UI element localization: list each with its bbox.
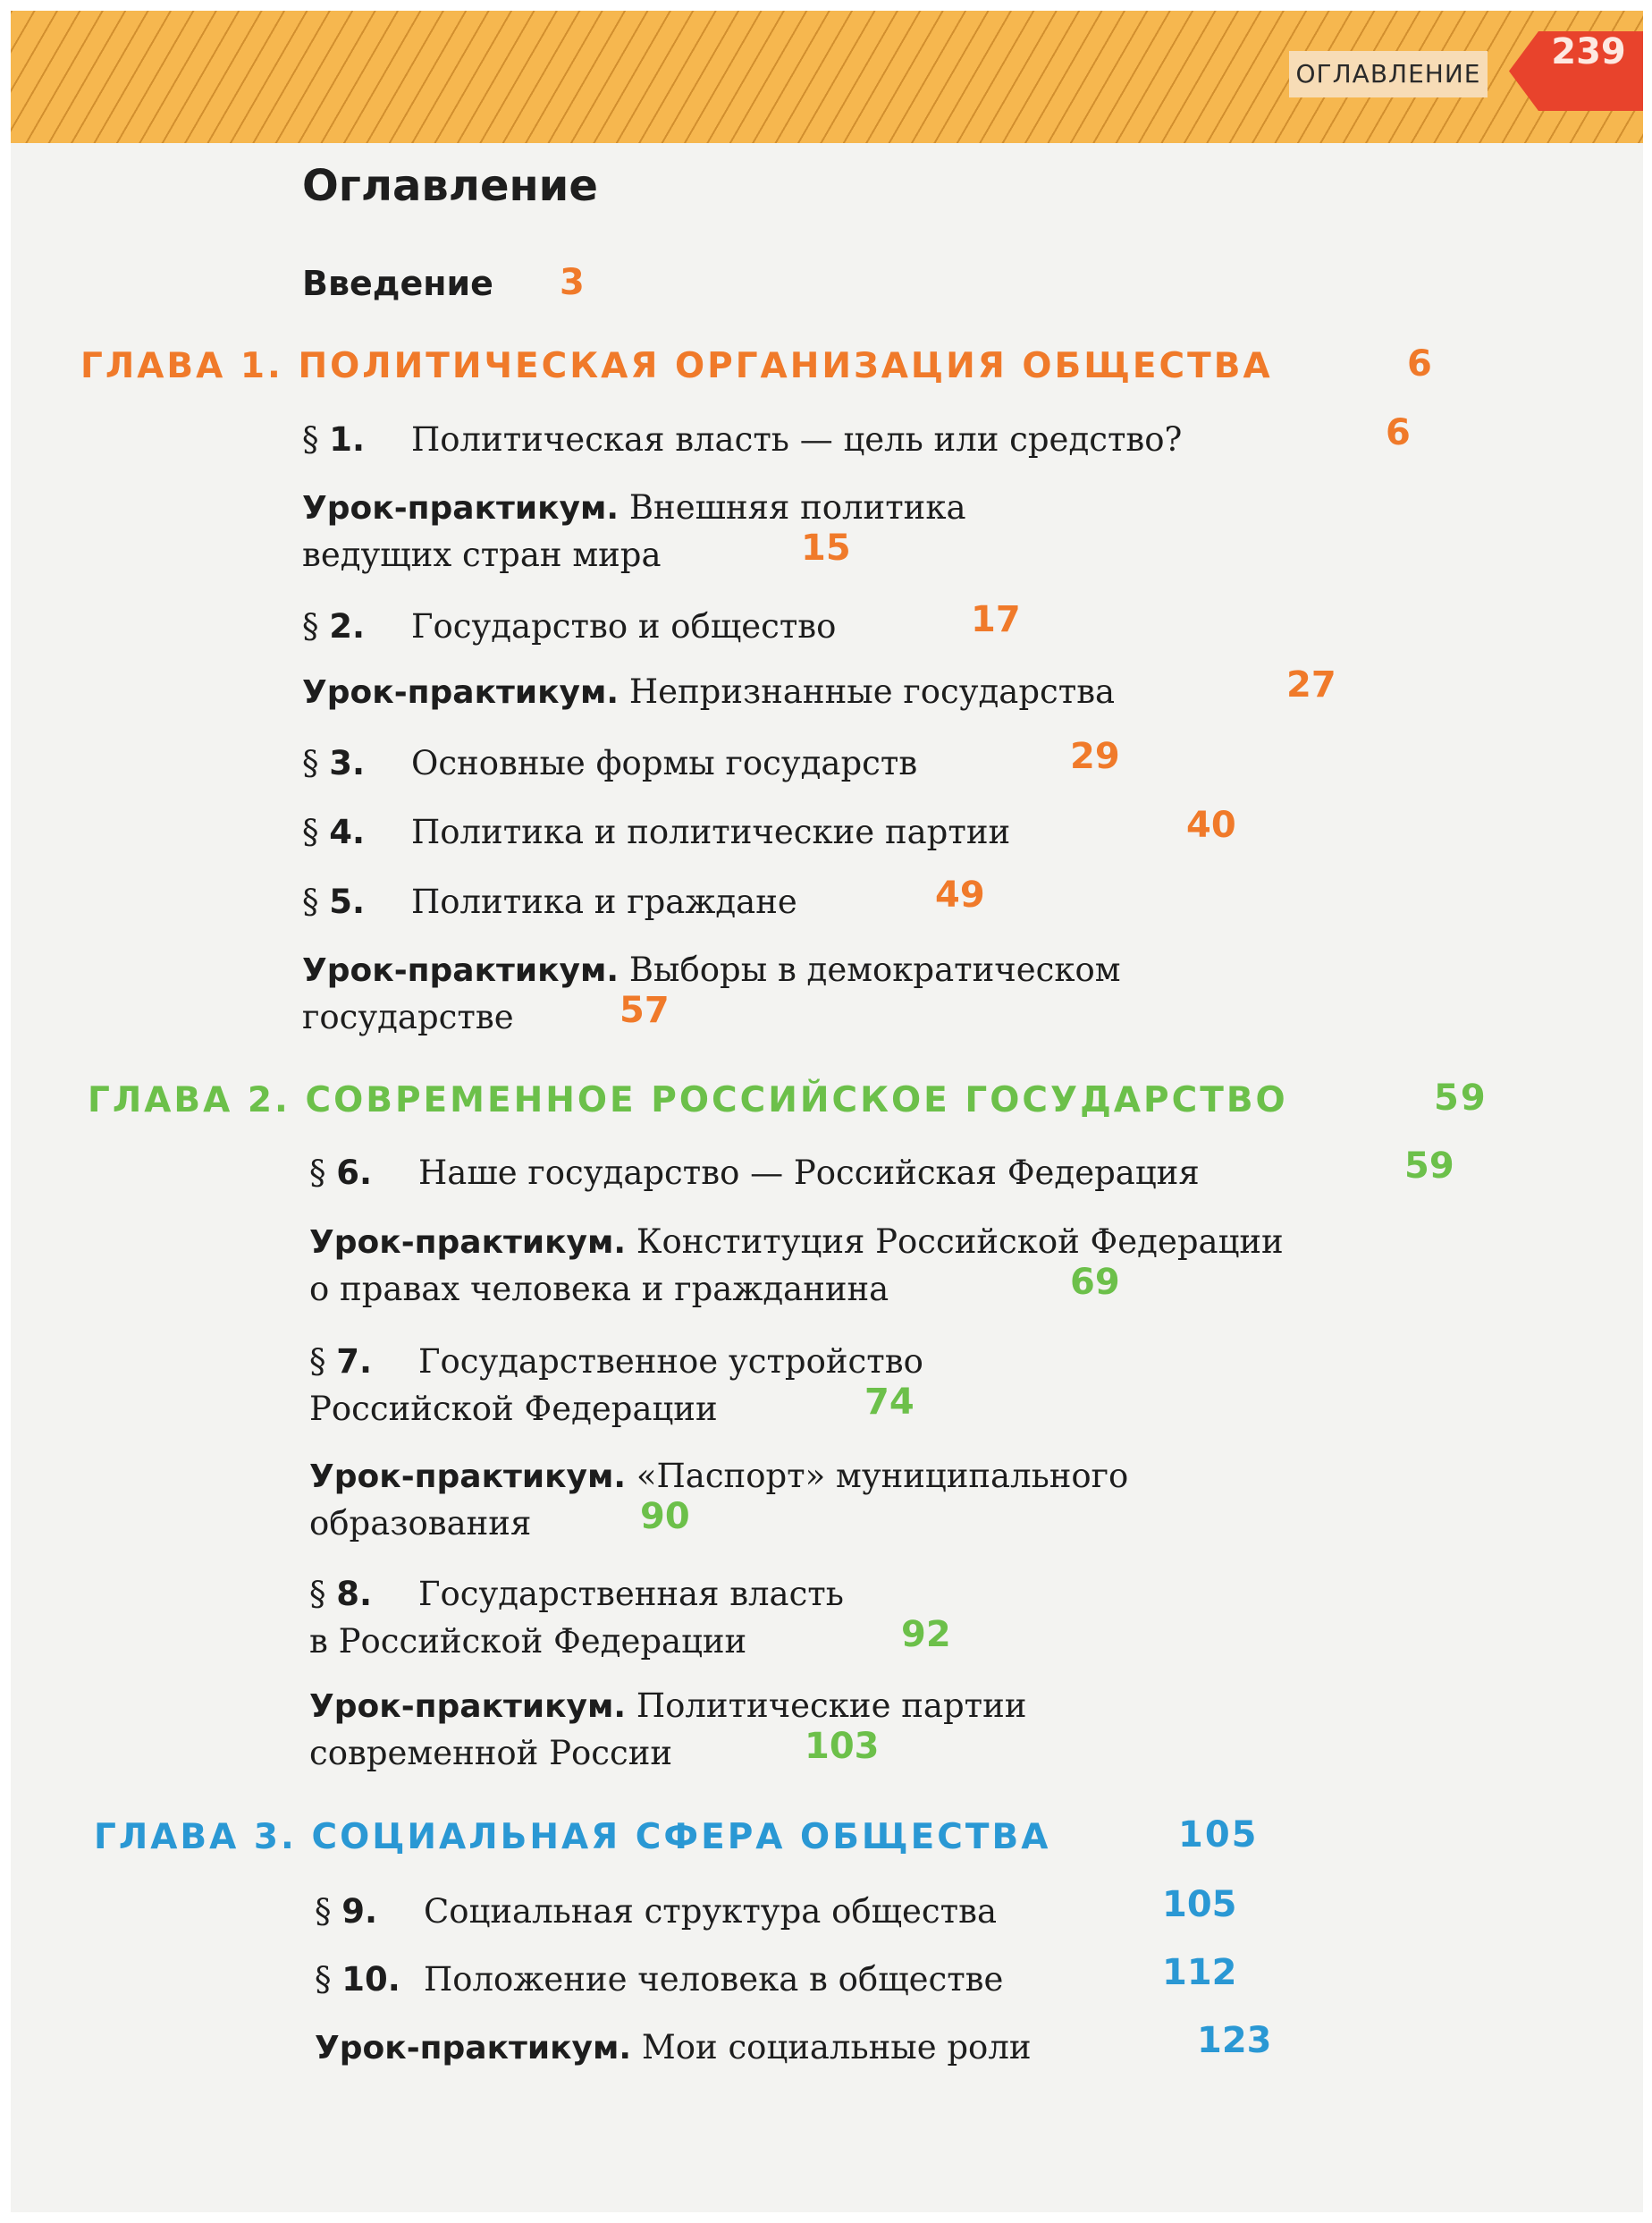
practicum-label: Урок-практикум. — [302, 490, 620, 527]
section-number: 1. — [329, 420, 366, 459]
section-prefix — [315, 1956, 424, 2003]
chapter-page-number: 59 — [1434, 1078, 1488, 1119]
toc-entry-line — [302, 878, 797, 926]
entry-page-number[interactable]: 112 — [1162, 1952, 1237, 1993]
toc-entry-line — [309, 1385, 923, 1433]
entry-page-number[interactable]: 74 — [864, 1382, 914, 1423]
toc-entry-line — [309, 1265, 1284, 1313]
toc-entry — [302, 740, 917, 787]
entry-title-text: государстве — [302, 998, 514, 1036]
section-sign: § — [302, 813, 319, 851]
entry-page-number[interactable]: 123 — [1197, 2020, 1272, 2061]
toc-entry-line — [309, 1218, 1284, 1265]
toc-entry-line — [309, 1452, 1128, 1500]
toc-entry-line — [309, 1500, 1128, 1547]
entry-title-text: Положение человека в обществе — [424, 1960, 1004, 1999]
chapter-heading: ГЛАВА 1. ПОЛИТИЧЕСКАЯ ОРГАНИЗАЦИЯ ОБЩЕСТВА — [80, 346, 1273, 386]
entry-page-number[interactable]: 27 — [1286, 664, 1336, 706]
toc-entry-line — [315, 1888, 997, 1935]
entry-page-number[interactable]: 15 — [801, 528, 851, 569]
section-prefix — [309, 1338, 418, 1385]
page-number: 239 — [1551, 31, 1626, 72]
section-sign: § — [302, 744, 319, 782]
running-title: ОГЛАВЛЕНИЕ — [1289, 51, 1488, 97]
toc-entry-line — [302, 946, 1121, 993]
entry-page-number[interactable]: 57 — [620, 990, 670, 1031]
toc-entry-line — [302, 740, 917, 787]
chapter-page-number: 105 — [1178, 1814, 1259, 1855]
toc-entry-line — [302, 416, 1182, 463]
toc-entry — [309, 1682, 1026, 1777]
entry-title-text: Выборы в демократическом — [628, 951, 1121, 989]
entry-title-text: Государственное устройство — [418, 1342, 923, 1381]
toc-entry — [315, 1888, 997, 1935]
section-prefix — [309, 1149, 418, 1196]
toc-intro-label: Введение — [302, 264, 493, 303]
toc-entry — [309, 1338, 923, 1433]
toc-entry — [309, 1452, 1128, 1547]
section-number: 6. — [336, 1154, 373, 1192]
section-sign: § — [302, 607, 319, 646]
section-prefix — [309, 1570, 418, 1618]
section-prefix — [302, 878, 411, 926]
entry-page-number[interactable]: 59 — [1404, 1145, 1454, 1187]
section-sign: § — [315, 1960, 332, 1999]
toc-entry-line — [309, 1729, 1026, 1777]
entry-title-text: в Российской Федерации — [309, 1622, 747, 1661]
entry-title-text: «Паспорт» муниципального — [636, 1457, 1129, 1495]
section-prefix — [302, 603, 411, 650]
section-prefix — [302, 808, 411, 856]
toc-entry-line — [302, 603, 836, 650]
entry-title-text: Государство и общество — [411, 607, 837, 646]
section-prefix — [315, 1888, 424, 1935]
section-number: 9. — [341, 1892, 378, 1931]
section-number: 10. — [341, 1960, 400, 1999]
section-sign: § — [315, 1892, 332, 1931]
entry-title-text: Социальная структура общества — [424, 1892, 998, 1931]
toc-entry-line — [302, 668, 1115, 715]
section-sign: § — [309, 1575, 326, 1613]
entry-page-number[interactable]: 105 — [1162, 1884, 1237, 1925]
entry-title-text: Непризнанные государства — [628, 672, 1116, 711]
toc-entry — [315, 1956, 1003, 2003]
page-title: Оглавление — [302, 161, 598, 211]
entry-page-number[interactable]: 103 — [805, 1726, 880, 1767]
practicum-label: Урок-практикум. — [315, 2030, 632, 2067]
chapter-heading: ГЛАВА 3. СОЦИАЛЬНАЯ СФЕРА ОБЩЕСТВА — [94, 1817, 1051, 1857]
entry-title-text: ведущих стран мира — [302, 536, 662, 574]
section-number: 5. — [329, 883, 366, 921]
entry-title-text: Внешняя политика — [628, 488, 966, 527]
toc-entry-line — [309, 1682, 1026, 1729]
entry-page-number[interactable]: 49 — [935, 875, 985, 916]
practicum-label: Урок-практикум. — [302, 674, 620, 711]
entry-page-number[interactable]: 29 — [1070, 736, 1120, 777]
toc-entry — [315, 2024, 1032, 2071]
toc-entry — [302, 484, 966, 579]
toc-entry-line — [309, 1618, 844, 1665]
toc-entry-line — [309, 1338, 923, 1385]
chapter-heading: ГЛАВА 2. СОВРЕМЕННОЕ РОССИЙСКОЕ ГОСУДАРСТВО — [88, 1080, 1288, 1120]
practicum-label: Урок-практикум. — [309, 1688, 627, 1725]
entry-page-number[interactable]: 40 — [1186, 805, 1236, 846]
toc-entry — [309, 1570, 844, 1665]
section-prefix — [302, 740, 411, 787]
section-number: 8. — [336, 1575, 373, 1613]
entry-title-text: Конституция Российской Федерации — [636, 1222, 1284, 1261]
toc-entry — [302, 878, 797, 926]
practicum-label: Урок-практикум. — [309, 1458, 627, 1495]
toc-entry — [309, 1149, 1200, 1196]
toc-entry — [302, 416, 1182, 463]
entry-page-number[interactable]: 92 — [901, 1614, 951, 1655]
entry-page-number[interactable]: 69 — [1070, 1262, 1120, 1303]
entry-title-text: Основные формы государств — [411, 744, 918, 782]
section-number: 7. — [336, 1342, 373, 1381]
chapter-page-number: 6 — [1407, 343, 1434, 385]
section-number: 4. — [329, 813, 366, 851]
entry-title-text: Политика и граждане — [411, 883, 797, 921]
entry-title-text: современной России — [309, 1734, 673, 1772]
toc-entry-line — [309, 1149, 1200, 1196]
section-sign: § — [309, 1342, 326, 1381]
section-sign: § — [309, 1154, 326, 1192]
entry-title-text: Наше государство — Российская Федерация — [418, 1154, 1200, 1192]
section-prefix — [302, 416, 411, 463]
toc-entry-line — [309, 1570, 844, 1618]
toc-entry — [302, 946, 1121, 1041]
entry-title-text: Политическая власть — цель или средство? — [411, 420, 1183, 459]
entry-title-text: Политические партии — [636, 1686, 1027, 1725]
section-number: 2. — [329, 607, 366, 646]
entry-page-number[interactable]: 90 — [640, 1496, 690, 1537]
entry-page-number[interactable]: 17 — [971, 599, 1021, 640]
practicum-label: Урок-практикум. — [302, 952, 620, 989]
toc-entry — [309, 1218, 1284, 1313]
entry-page-number[interactable]: 6 — [1386, 412, 1411, 453]
toc-entry — [302, 668, 1115, 715]
toc-entry-line — [315, 1956, 1003, 2003]
toc-entry — [302, 603, 836, 650]
entry-title-text: образования — [309, 1504, 532, 1543]
toc-entry — [302, 808, 1010, 856]
toc-entry-line — [315, 2024, 1032, 2071]
toc-entry-line — [302, 993, 1121, 1041]
practicum-label: Урок-практикум. — [309, 1224, 627, 1261]
section-sign: § — [302, 883, 319, 921]
entry-title-text: Политика и политические партии — [411, 813, 1011, 851]
toc-entry-line — [302, 484, 966, 531]
section-sign: § — [302, 420, 319, 459]
toc-entry-line — [302, 531, 966, 579]
entry-title-text: Российской Федерации — [309, 1390, 718, 1428]
section-number: 3. — [329, 744, 366, 782]
entry-title-text: о правах человека и гражданина — [309, 1270, 889, 1308]
toc-entry-line — [302, 808, 1010, 856]
toc-intro-page: 3 — [560, 262, 585, 303]
entry-title-text: Государственная власть — [418, 1575, 844, 1613]
entry-title-text: Мои социальные роли — [641, 2028, 1032, 2067]
